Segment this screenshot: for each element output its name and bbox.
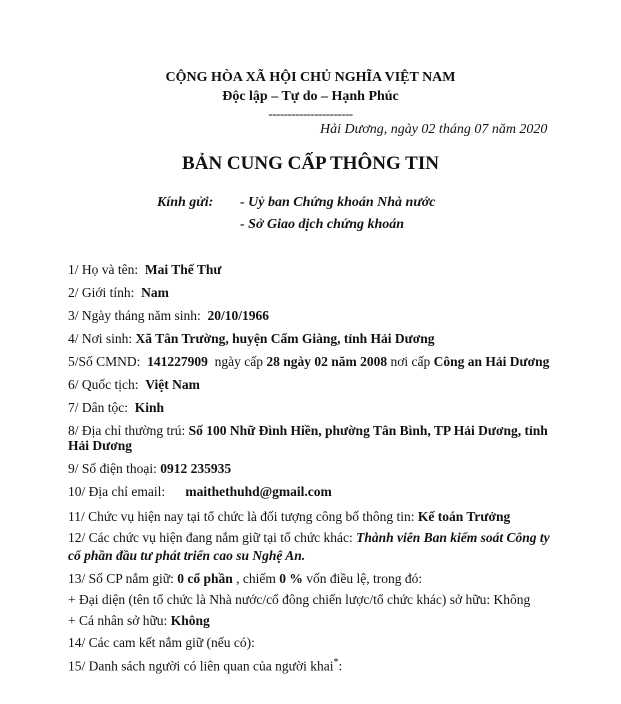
field-individual-ownership (68, 613, 210, 629)
field-full-name (68, 262, 222, 278)
field-label: 9/ Số điện thoại: (68, 461, 157, 476)
field-address (68, 423, 548, 439)
field-label: 8/ Địa chỉ thường trú: (68, 423, 186, 438)
other-positions-value: Thành viên Ban kiểm soát Công ty (356, 530, 550, 545)
nationality-value: Việt Nam (145, 377, 200, 392)
recipient-item: - Uỷ ban Chứng khoán Nhà nước (240, 195, 436, 210)
address-value: Số 100 Nhữ Đình Hiền, phường Tân Bình, TP Hải Dương, tỉnh (188, 423, 548, 438)
field-label: 5/Số CMND: (68, 354, 141, 369)
field-label: 7/ Dân tộc: (68, 400, 128, 415)
field-phone (68, 461, 231, 477)
field-ethnicity (68, 400, 164, 416)
place-date: Hải Dương, ngày 02 tháng 07 năm 2020 (320, 122, 548, 137)
field-label: 12/ Các chức vụ hiện đang nắm giữ tại tổ chức khác: (68, 530, 353, 545)
field-colon: : (338, 658, 343, 674)
address-value-continued: Hải Dương (68, 438, 132, 453)
field-label: 2/ Giới tính: (68, 285, 135, 300)
issue-date-value: 28 ngày 02 năm 2008 (266, 354, 388, 369)
ethnicity-value: Kinh (134, 400, 165, 415)
header-divider: ---------------------- (268, 106, 353, 121)
birth-date-value: 20/10/1966 (207, 308, 269, 323)
issue-date-label: ngày cấp (214, 354, 264, 369)
phone-value: 0912 235935 (160, 461, 232, 476)
field-label: 15/ Danh sách người có liên quan của người khai (68, 658, 334, 674)
id-number-value: 141227909 (147, 354, 208, 369)
field-label: 11/ Chức vụ hiện nay tại tổ chức là đối tượng công bố thông tin: (68, 509, 415, 524)
recipient-item: - Sở Giao dịch chứng khoán (240, 217, 405, 232)
field-gender (68, 285, 169, 301)
motto: Độc lập – Tự do – Hạnh Phúc (222, 89, 399, 104)
shares-mid-text: , chiếm (236, 571, 276, 586)
country-heading: CỘNG HÒA XÃ HỘI CHỦ NGHĨA VIỆT NAM (165, 70, 456, 85)
field-nationality (68, 377, 200, 393)
issue-place-value: Công an Hải Dương (433, 354, 550, 369)
shares-percent-value: 0 % (279, 571, 303, 586)
other-positions-value-continued: cổ phần đầu tư phát triển cao su Nghệ An. (68, 548, 306, 563)
footnote-mark: * (333, 657, 339, 668)
gender-value: Nam (141, 285, 169, 300)
current-position-value: Kế toán Trưởng (417, 509, 511, 524)
field-birth-date (68, 308, 269, 324)
field-label: + Cá nhân sở hữu: (68, 613, 168, 628)
field-id-card (68, 354, 549, 370)
field-commitments: 14/ Các cam kết nắm giữ (nếu có): (68, 635, 255, 650)
field-other-positions (68, 530, 550, 546)
field-birth-place (68, 331, 435, 347)
email-value: maithethuhd@gmail.com (185, 484, 332, 499)
field-shares (68, 571, 422, 587)
issue-place-label: nơi cấp (390, 354, 431, 369)
field-current-position (68, 509, 510, 525)
field-related-persons (68, 657, 342, 675)
full-name-value: Mai Thế Thư (144, 262, 222, 277)
birth-place-value: Xã Tân Trường, huyện Cẩm Giàng, tỉnh Hải Dương (135, 331, 435, 346)
field-label: 6/ Quốc tịch: (68, 377, 139, 392)
field-email (68, 484, 332, 500)
field-label: 10/ Địa chỉ email: (68, 484, 166, 499)
shares-tail-text: vốn điều lệ, trong đó: (306, 571, 423, 586)
field-representative-ownership: + Đại diện (tên tổ chức là Nhà nước/cổ đông chiến lược/tổ chức khác) sở hữu: Không (68, 592, 531, 607)
field-label: 1/ Họ và tên: (68, 262, 139, 277)
shares-value: 0 cổ phần (177, 571, 233, 586)
field-label: 4/ Nơi sinh: (68, 331, 133, 346)
field-label: 3/ Ngày tháng năm sinh: (68, 308, 201, 323)
field-label: 13/ Số CP nắm giữ: (68, 571, 174, 586)
individual-ownership-value: Không (170, 613, 210, 628)
document-title: BẢN CUNG CẤP THÔNG TIN (182, 153, 439, 174)
recipient-label: Kính gửi: (157, 195, 214, 210)
